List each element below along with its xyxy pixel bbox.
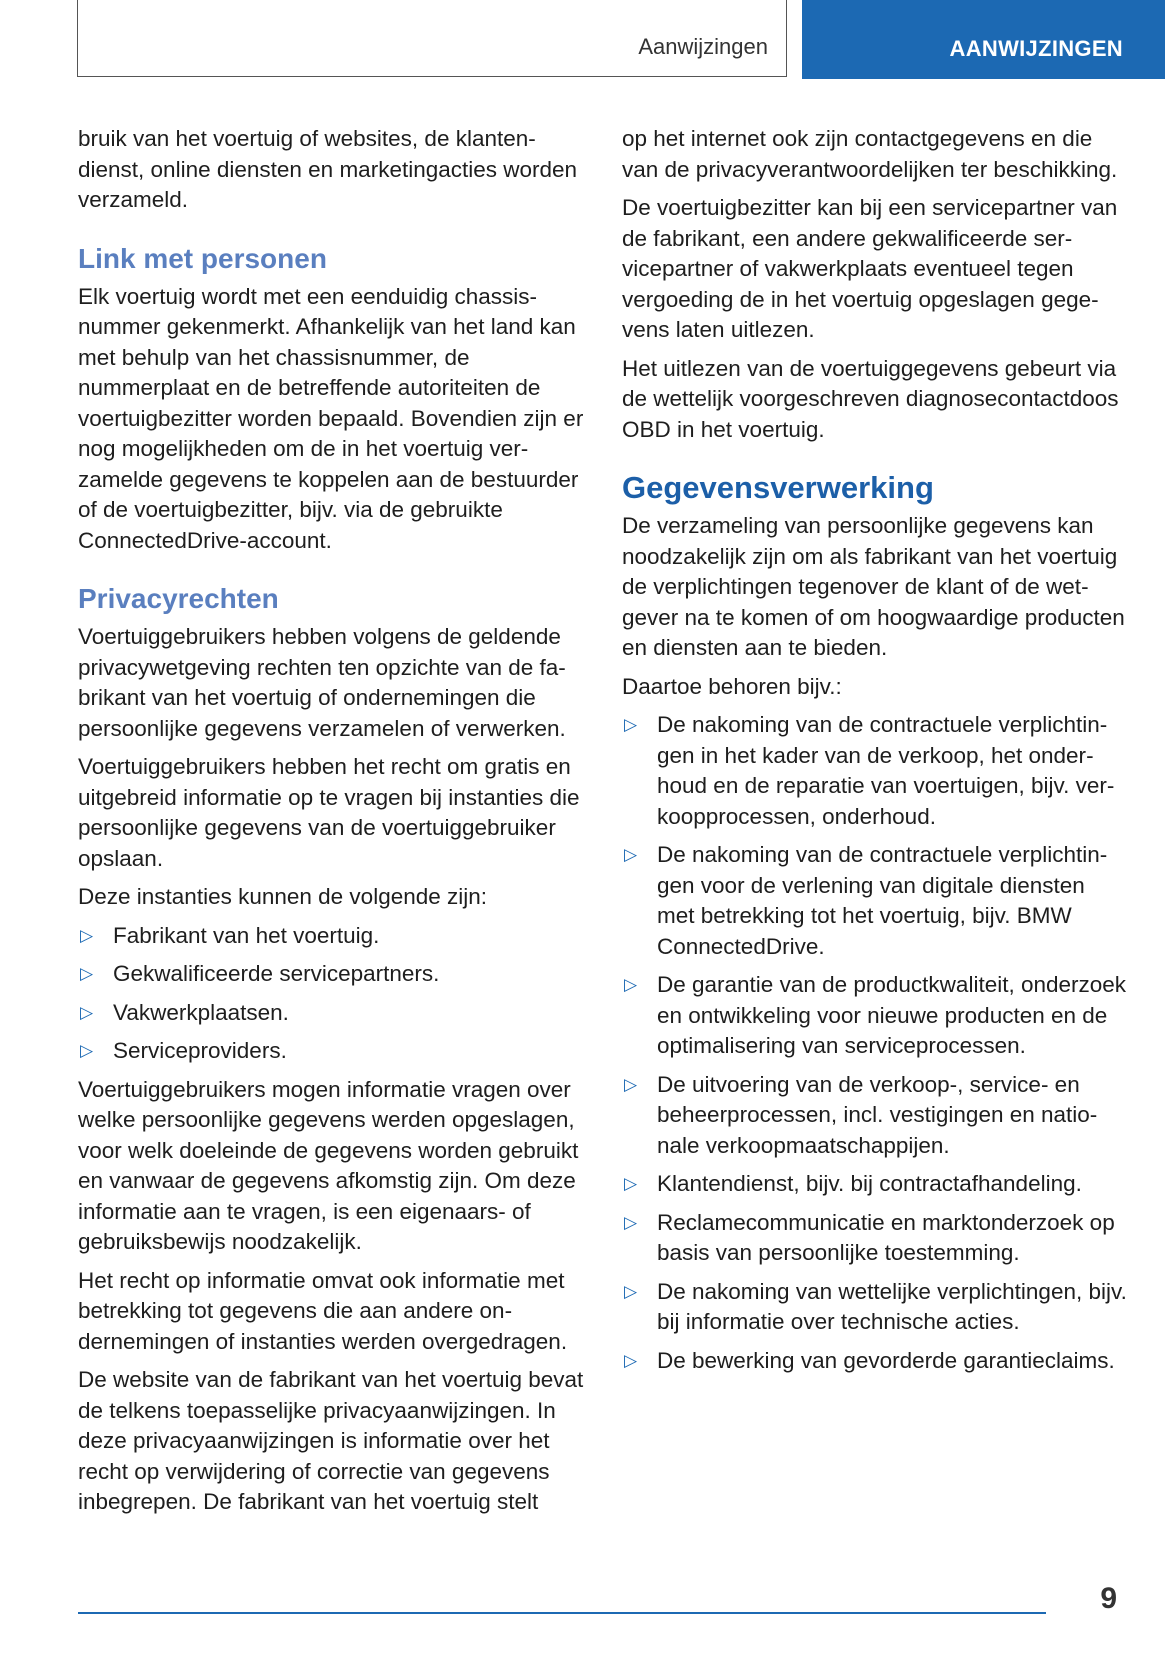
paragraph-processing: De verzameling van persoonlijke gegevens kan noodzakelijk zijn om als fabrikant van het voertuig de verplichtingen tegenover de klant of de wetgever na te komen of om hoogwaardige producten en diensten aan te bieden. — [622, 513, 1125, 660]
list-item-text: De garantie van de productkwaliteit, onderzoek en ontwikkeling voor nieuwe producten en de optimalisering van serviceprocessen. — [657, 972, 1127, 1058]
list-item-text: Gekwalificeerde servicepartners. — [113, 961, 440, 986]
page-number: 9 — [1100, 1582, 1117, 1615]
triangle-bullet-icon: ▷ — [624, 845, 638, 864]
heading-gegevensverwerking: Gegevensverwerking — [622, 470, 934, 505]
paragraph-privacy-1: Voertuiggebruikers hebben volgens de geldende privacywetgeving rechten ten opzichte van de fabrikant van het voertuig of ondernemingen die persoonlijke gegevens verzamelen of verwerken. — [78, 624, 566, 741]
list-item — [622, 1169, 1128, 1200]
heading-link-met-personen: Link met personen — [78, 242, 327, 274]
list-item — [622, 1070, 1128, 1162]
list-item — [622, 1346, 1128, 1377]
list-item-text: Vakwerkplaatsen. — [113, 999, 289, 1025]
paragraph-intro: bruik van het voertuig of websites, de klantendienst, online diensten en marketingacties worden verzameld. — [78, 126, 578, 212]
list-item-text: Serviceproviders. — [113, 1038, 287, 1063]
list-item-text: Klantendienst, bijv. bij contractafhandeling. — [657, 1171, 1082, 1196]
list-item-text: De uitvoering van de verkoop-, service- en beheerprocessen, incl. vestigingen en nationale verkoopmaatschappijen. — [657, 1071, 1098, 1158]
list-item-text: De bewerking van gevorderde garantieclaims. — [657, 1347, 1115, 1373]
list-item — [622, 1208, 1128, 1269]
triangle-bullet-icon: ▷ — [624, 1074, 638, 1094]
paragraph-privacy-2: Voertuiggebruikers hebben het recht om gratis en uitgebreid informatie op te vragen bij instanties die persoonlijke gegevens van de voertuiggebruiker opslaan. — [78, 754, 580, 871]
triangle-bullet-icon: ▷ — [80, 925, 94, 945]
paragraph-privacy-5: Het recht op informatie omvat ook informatie met betrekking tot gegevens die aan andere ondernemingen of instanties werden overgedragen. — [78, 1267, 568, 1354]
triangle-bullet-icon: ▷ — [624, 1350, 638, 1370]
triangle-bullet-icon: ▷ — [80, 1041, 94, 1060]
purposes-list — [622, 710, 1128, 1376]
footer-rule — [78, 1612, 1046, 1614]
list-item-text: Fabrikant van het voertuig. — [113, 922, 380, 948]
list-item — [78, 998, 588, 1029]
list-item-text: De nakoming van wettelijke verplichtingen, bijv. bij informatie over technische acties. — [657, 1278, 1127, 1334]
triangle-bullet-icon: ▷ — [624, 1174, 638, 1193]
chapter-tab-label: AANWIJZINGEN — [949, 36, 1123, 61]
header-frame — [77, 0, 787, 77]
list-item — [622, 1277, 1128, 1338]
triangle-bullet-icon: ▷ — [80, 1002, 94, 1022]
section-label: Aanwijzingen — [638, 34, 768, 59]
list-item — [622, 970, 1128, 1062]
list-item — [622, 710, 1128, 832]
triangle-bullet-icon: ▷ — [624, 1212, 638, 1232]
heading-privacyrechten: Privacyrechten — [78, 583, 279, 614]
triangle-bullet-icon: ▷ — [624, 715, 638, 734]
list-item — [622, 840, 1128, 962]
list-item — [78, 1036, 588, 1067]
paragraph-servicepartner: De voertuigbezitter kan bij een servicepartner van de fabrikant, een andere gekwalificeerde servicepartner of vakwerkplaats eventueel tegen vergoeding de in het voertuig opgeslagen gegevens laten uitlezen. — [622, 195, 1118, 342]
paragraph-includes: Daartoe behoren bijv.: — [622, 673, 842, 699]
paragraph-privacy-3: Deze instanties kunnen de volgende zijn: — [78, 884, 488, 909]
instances-list — [78, 921, 588, 1067]
triangle-bullet-icon: ▷ — [80, 964, 94, 983]
list-item — [78, 959, 588, 990]
paragraph-privacy-6: De website van de fabrikant van het voertuig bevat de telkens toepasselijke privacyaanwijzingen. In deze privacyaanwijzingen is informatie over het recht op verwijdering of correctie van gegevens inbegrepen. De fabrikant van het voertuig stelt — [78, 1367, 584, 1514]
list-item — [78, 921, 588, 952]
list-item-text: De nakoming van de contractuele verplichtingen voor de verlening van digitale diensten met betrekking tot het voertuig, bijv. BMW ConnectedDrive. — [657, 842, 1108, 959]
list-item-text: Reclamecommunicatie en marktonderzoek op basis van persoonlijke toestemming. — [657, 1209, 1115, 1265]
paragraph-obd: Het uitlezen van de voertuiggegevens gebeurt via de wettelijk voorgeschreven diagnosecontactdoos OBD in het voertuig. — [622, 355, 1119, 442]
left-column — [78, 124, 588, 1526]
paragraph-link: Elk voertuig wordt met een eenduidig chassisnummer gekenmerkt. Afhankelijk van het land kan met behulp van het chassisnummer, de nummerplaat en de betreffende autoriteiten de voertuigbezitter worden bepaald. Bovendien zijn er nog mogelijkheden om de in het voertuig verzamelde gegevens te koppelen aan de bestuurder of de voertuigbezitter, bijv. via de gebruikte ConnectedDrive-account. — [78, 283, 584, 553]
chapter-tab — [802, 0, 1165, 79]
right-column — [622, 124, 1128, 1384]
paragraph-continued: op het internet ook zijn contactgegevens en die van de privacyverantwoordelijken ter beschikking. — [622, 126, 1118, 182]
triangle-bullet-icon: ▷ — [624, 975, 638, 994]
list-item-text: De nakoming van de contractuele verplichtingen in het kader van de verkoop, het onderhoud en de reparatie van voertuigen, bijv. verkoopprocessen, onderhoud. — [657, 712, 1115, 829]
triangle-bullet-icon: ▷ — [624, 1281, 638, 1301]
paragraph-privacy-4: Voertuiggebruikers mogen informatie vragen over welke persoonlijke gegevens werden opgeslagen, voor welk doeleinde de gegevens worden gebruikt en vanwaar de gegevens afkomstig zijn. Om deze informatie aan te vragen, is een eigenaars- of gebruiksbewijs noodzakelijk. — [78, 1076, 579, 1254]
